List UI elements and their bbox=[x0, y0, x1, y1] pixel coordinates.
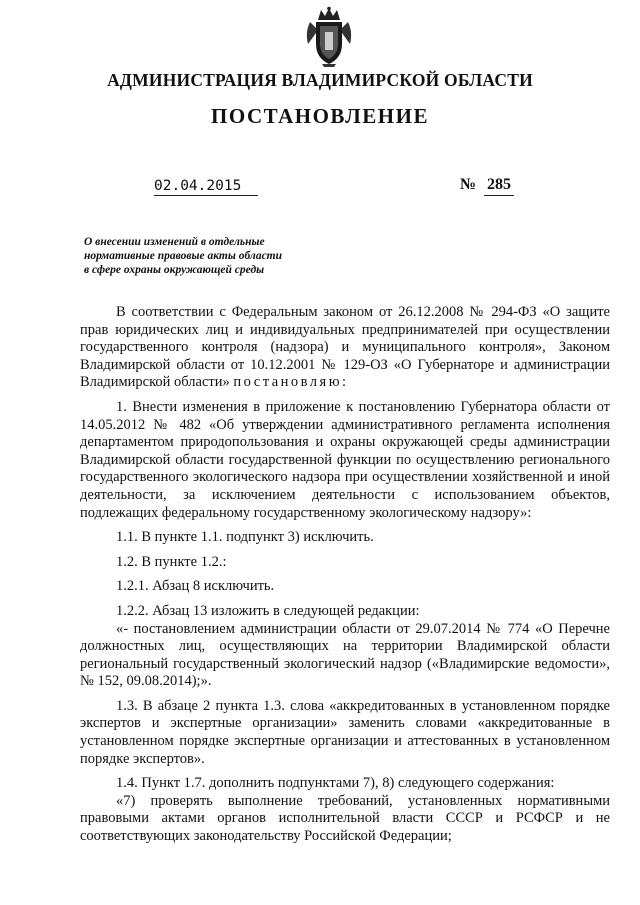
document-number: 285 bbox=[484, 176, 514, 196]
document-date: 02.04.2015 bbox=[154, 178, 258, 196]
document-subject bbox=[84, 235, 314, 277]
preamble-paragraph bbox=[80, 304, 610, 392]
document-type: ПОСТАНОВЛЕНИЕ bbox=[211, 104, 429, 128]
paragraph-1-2-2-quote: «- постановлением администрации области от 29.07.2014 № 774 «О Перечне должностных лиц, осуществляющих на территории Владимирской области региональный государственный экологический надзор («Владимирские ведомости», № 152, 09.08.2014);». bbox=[80, 620, 610, 690]
decree-word: постановляю: bbox=[233, 374, 349, 391]
subject-line: нормативные правовые акты области bbox=[84, 250, 283, 262]
paragraph-1-4: 1.4. Пункт 1.7. дополнить подпунктами 7), 8) следующего содержания: bbox=[116, 775, 555, 792]
preamble-text: В соответствии с Федеральным законом от 26.12.2008 № 294-ФЗ «О защите прав юридических лиц и индивидуальных предпринимателей при осуществлении государственного контроля (надзора) и муниципального контроля», Законом Владимирской области от 10.12.2001 № 129-ОЗ «О Губернаторе и администрации Владимирской области» bbox=[80, 304, 610, 391]
paragraph-1: 1. Внести изменения в приложение к постановлению Губернатора области от 14.05.2012 № 482 «Об утверждении административного регламента исполнения департаментом природопользования и охраны окружающей среды администрации Владимирской области государственной функции по осуществлению регионального государственного экологического надзора при осуществлении хозяйственной и иной деятельности, за исключением деятельности с использованием объектов, подлежащих федеральному государственному экологическому надзору»: bbox=[80, 398, 610, 521]
paragraph-1-4-quote: «7) проверять выполнение требований, установленных нормативными правовыми актами органов исполнительной власти СССР и РСФСР и не соответствующих законодательству Российской Федерации; bbox=[80, 792, 610, 845]
document-body bbox=[80, 304, 610, 846]
paragraph-1-3: 1.3. В абзаце 2 пункта 1.3. слова «аккредитованных в установленном порядке экспертов и экспертные организации» заменить словами «аккредитованные в установленном порядке экспертные организации и аттестованных в установленном порядке экспертов». bbox=[80, 697, 610, 767]
number-label: № bbox=[460, 176, 477, 193]
subject-line: в сфере охраны окружающей среды bbox=[84, 264, 265, 276]
coat-of-arms-icon bbox=[304, 6, 354, 68]
organization-name: АДМИНИСТРАЦИЯ ВЛАДИМИРСКОЙ ОБЛАСТИ bbox=[107, 70, 533, 90]
paragraph-1-1: 1.1. В пункте 1.1. подпункт 3) исключить. bbox=[116, 529, 374, 546]
paragraph-1-2-2: 1.2.2. Абзац 13 изложить в следующей редакции: bbox=[116, 602, 420, 619]
subject-line: О внесении изменений в отдельные bbox=[84, 236, 265, 248]
paragraph-1-2: 1.2. В пункте 1.2.: bbox=[116, 553, 227, 570]
paragraph-1-2-1: 1.2.1. Абзац 8 исключить. bbox=[116, 578, 275, 595]
